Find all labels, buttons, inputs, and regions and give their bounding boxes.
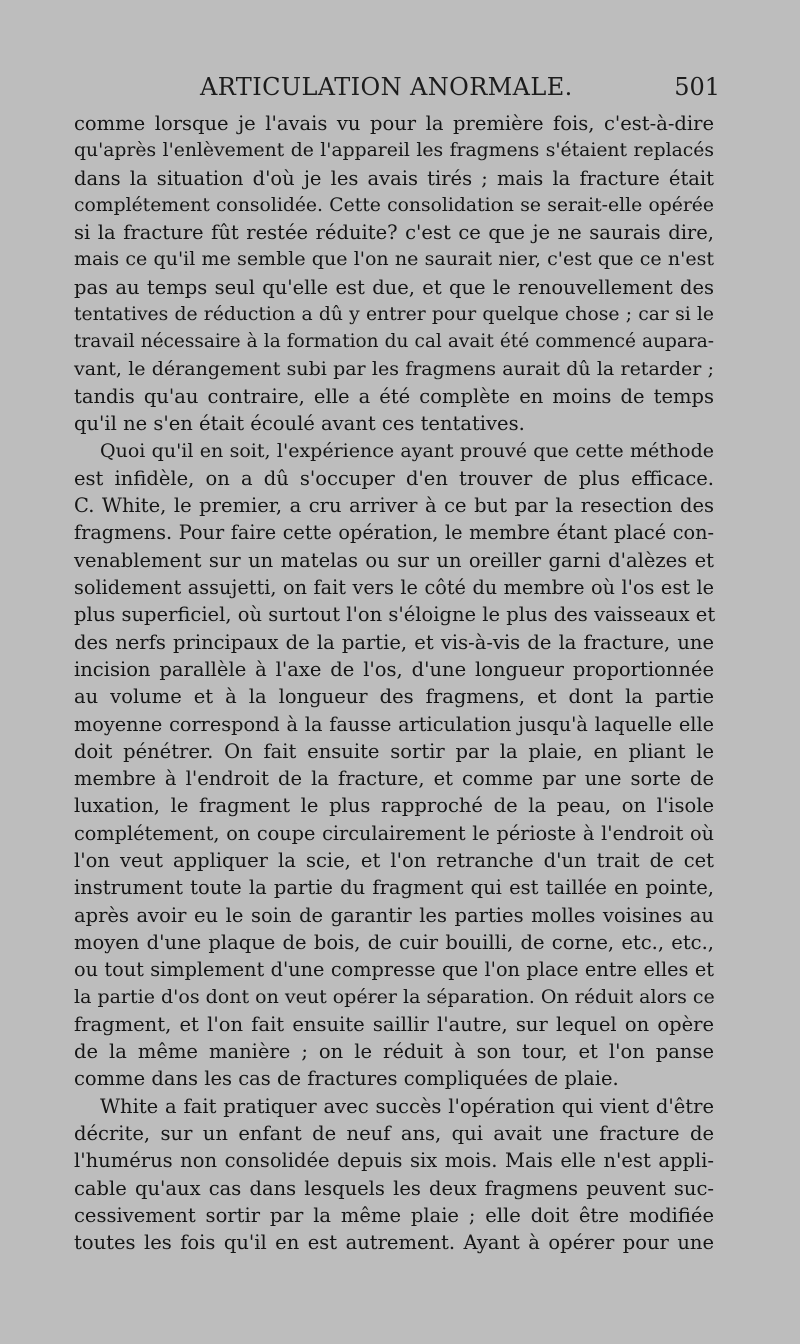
- text-line: est infidèle, on a dû s'occuper d'en trouver de plus efficace.: [74, 466, 714, 490]
- text-line: solidement assujetti, on fait vers le côté du membre où l'os est le: [74, 576, 714, 600]
- text-line: la partie d'os dont on veut opérer la séparation. On réduit alors ce: [74, 985, 715, 1008]
- text-line: comme dans les cas de fractures compliquées de plaie.: [74, 1067, 619, 1091]
- text-line: complétement, on coupe circulairement le périoste à l'endroit où: [74, 821, 714, 845]
- text-line: décrite, sur un enfant de neuf ans, qui avait une fracture de: [74, 1121, 714, 1145]
- text-line: fragment, et l'on fait ensuite saillir l'autre, sur lequel on opère: [74, 1012, 714, 1036]
- text-line: travail nécessaire à la formation du cal avait été commencé aupara-: [74, 331, 714, 353]
- text-line: complétement consolidée. Cette consolidation se serait-elle opérée: [74, 194, 714, 216]
- text-line: venablement sur un matelas ou sur un oreiller garni d'alèzes et: [74, 548, 714, 572]
- text-line: toutes les fois qu'il en est autrement. Ayant à opérer pour une: [74, 1231, 714, 1255]
- text-line: incision parallèle à l'axe de l'os, d'une longueur proportionnée: [74, 657, 714, 681]
- text-line: après avoir eu le soin de garantir les parties molles voisines au: [74, 903, 714, 927]
- text-line: ou tout simplement d'une compresse que l'on place entre elles et: [74, 958, 714, 982]
- text-line: des nerfs principaux de la partie, et vis-à-vis de la fracture, une: [74, 630, 714, 654]
- text-line: l'humérus non consolidée depuis six mois. Mais elle n'est appli-: [74, 1149, 714, 1173]
- text-line: vant, le dérangement subi par les fragmens aurait dû la retarder ;: [74, 357, 714, 380]
- text-line: tentatives de réduction a dû y entrer pour quelque chose ; car si le: [74, 304, 714, 326]
- text-line: Quoi qu'il en soit, l'expérience ayant prouvé que cette méthode: [100, 439, 714, 462]
- text-line: White a fait pratiquer avec succès l'opération qui vient d'être: [100, 1094, 714, 1118]
- text-line: si la fracture fût restée réduite? c'est ce que je ne saurais dire,: [74, 221, 714, 245]
- text-line: qu'il ne s'en était écoulé avant ces tentatives.: [74, 412, 525, 436]
- text-line: luxation, le fragment le plus rapproché de la peau, on l'isole: [74, 794, 714, 818]
- page-number: 501: [674, 73, 720, 101]
- text-line: cessivement sortir par la même plaie ; elle doit être modifiée: [74, 1203, 714, 1227]
- text-line: mais ce qu'il me semble que l'on ne saurait nier, c'est que ce n'est: [74, 248, 714, 271]
- text-line: pas au temps seul qu'elle est due, et que le renouvellement des: [74, 275, 714, 299]
- text-line: moyen d'une plaque de bois, de cuir bouilli, de corne, etc., etc.,: [74, 930, 714, 954]
- text-line: comme lorsque je l'avais vu pour la première fois, c'est-à-dire: [74, 112, 714, 135]
- text-line: moyenne correspond à la fausse articulation jusqu'à laquelle elle: [74, 712, 714, 736]
- text-line: instrument toute la partie du fragment qui est taillée en pointe,: [74, 876, 714, 900]
- text-line: fragmens. Pour faire cette opération, le membre étant placé con-: [74, 521, 714, 545]
- text-line: dans la situation d'où je les avais tirés ; mais la fracture était: [74, 166, 714, 190]
- text-line: doit pénétrer. On fait ensuite sortir par la plaie, en pliant le: [74, 739, 714, 763]
- text-line: plus superficiel, où surtout l'on s'éloigne le plus des vaisseaux et: [74, 603, 716, 627]
- running-title: ARTICULATION ANORMALE.: [200, 73, 573, 101]
- page-header: [200, 73, 720, 105]
- body-text: [74, 110, 714, 1256]
- text-line: C. White, le premier, a cru arriver à ce but par la resection des: [74, 494, 714, 518]
- text-line: de la même manière ; on le réduit à son tour, et l'on panse: [74, 1040, 714, 1064]
- text-line: tandis qu'au contraire, elle a été complète en moins de temps: [74, 384, 714, 408]
- text-line: au volume et à la longueur des fragmens, et dont la partie: [74, 685, 714, 709]
- text-line: qu'après l'enlèvement de l'appareil les fragmens s'étaient replacés: [74, 140, 714, 162]
- text-line: l'on veut appliquer la scie, et l'on retranche d'un trait de cet: [74, 849, 714, 873]
- text-line: membre à l'endroit de la fracture, et comme par une sorte de: [74, 767, 714, 791]
- text-line: cable qu'aux cas dans lesquels les deux fragmens peuvent suc-: [74, 1176, 714, 1200]
